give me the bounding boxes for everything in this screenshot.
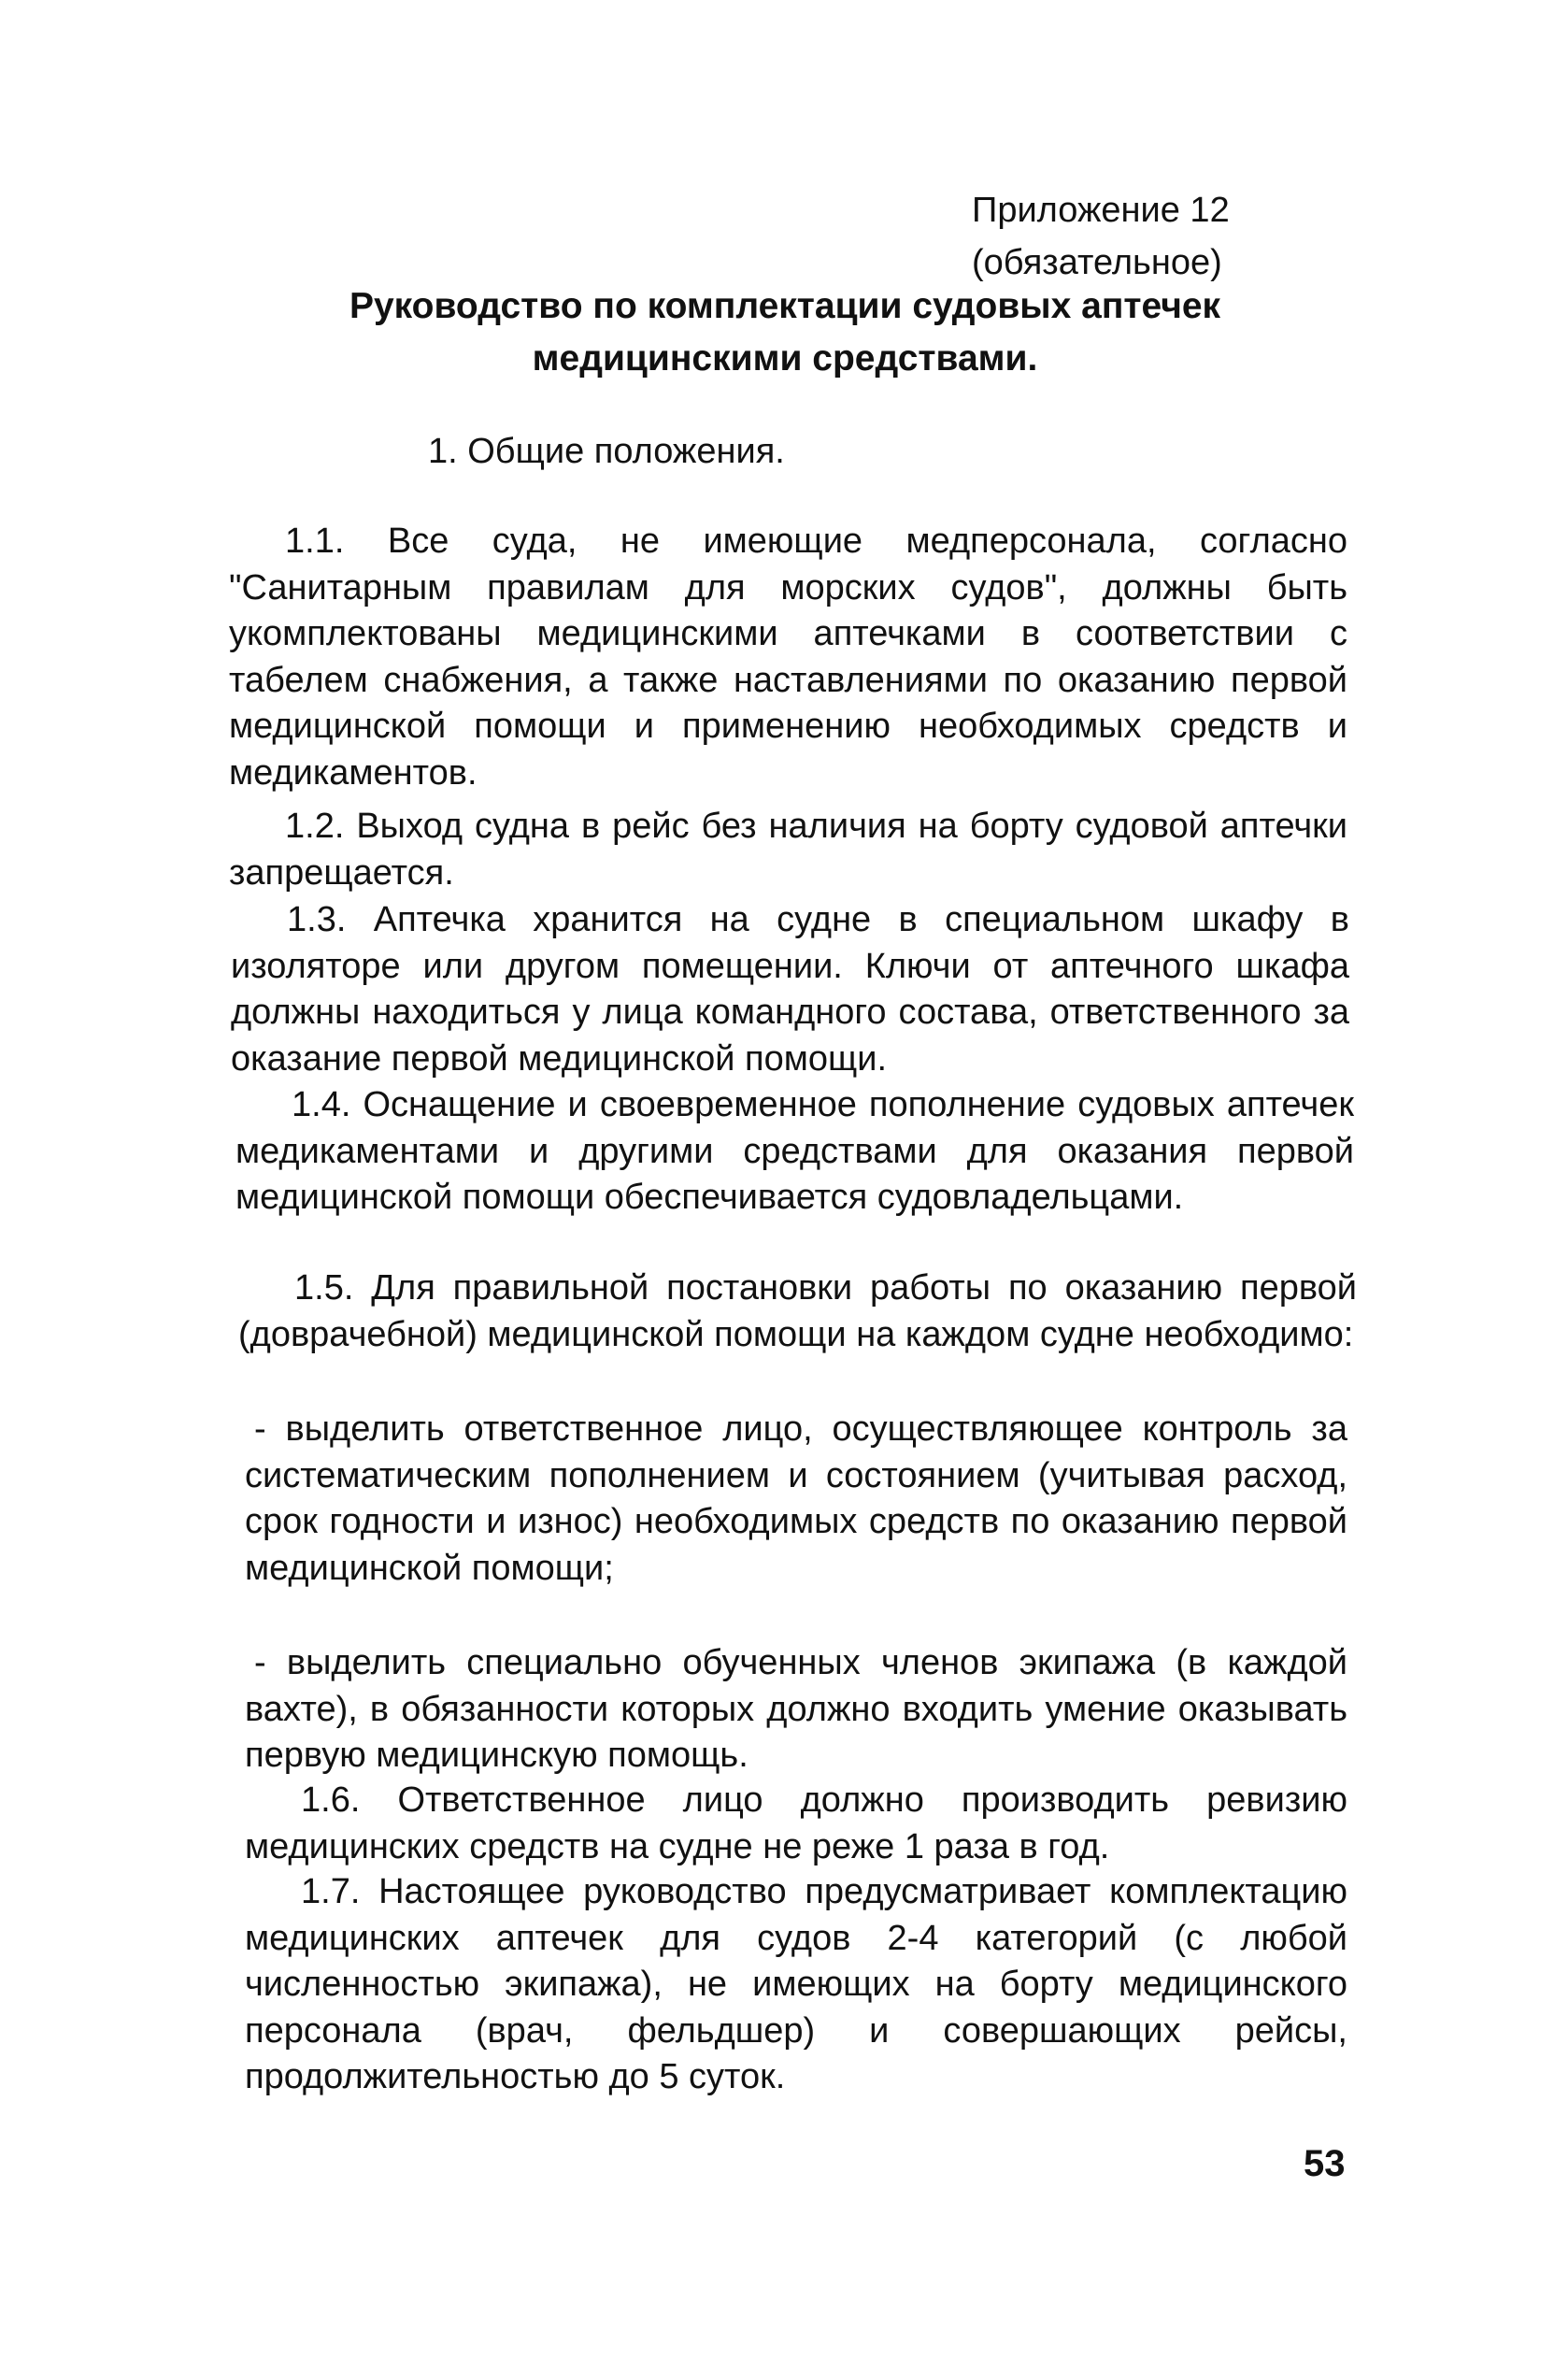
paragraph-1-2: 1.2. Выход судна в рейс без наличия на борту судовой аптечки запрещается. [229, 807, 1347, 893]
appendix-label: Приложение 12 [972, 191, 1230, 230]
paragraph-1-6: 1.6. Ответственное лицо должно производить ревизию медицинских средств на судне не реже 1 раза в год. [245, 1780, 1347, 1866]
section-heading: 1. Общие положения. [428, 432, 785, 471]
list-item-trained-crew: - выделить специально обученных членов экипажа (в каждой вахте), в обязанности которых должно входить умение оказывать первую медицинскую помощь. [245, 1643, 1347, 1775]
page-number: 53 [1304, 2143, 1346, 2184]
document-title-line-1: Руководство по комплектации судовых аптечек [349, 286, 1221, 326]
document-title-line-2: медицинскими средствами. [532, 338, 1038, 379]
list-item-responsible-person: - выделить ответственное лицо, осуществляющее контроль за систематическим пополнением и состоянием (учитывая расход, срок годности и износ) необходимых средств по оказанию первой медицинской помощи; [245, 1409, 1347, 1588]
paragraph-1-7: 1.7. Настоящее руководство предусматривает комплектацию медицинских аптечек для судов 2-4 категорий (с любой численностью экипажа), не имеющих на борту медицинского персонала (врач, фельдшер) и совершающих рейсы, продолжительностью до 5 суток. [245, 1872, 1347, 2096]
appendix-status: (обязательное) [972, 243, 1222, 282]
paragraph-1-4: 1.4. Оснащение и своевременное пополнение судовых аптечек медикаментами и другими средствами для оказания первой медицинской помощи обеспечивается судовладельцами. [235, 1085, 1354, 1217]
paragraph-1-5: 1.5. Для правильной постановки работы по оказанию первой (доврачебной) медицинской помощи на каждом судне необходимо: [238, 1268, 1357, 1354]
paragraph-1-1: 1.1. Все суда, не имеющие медперсонала, согласно "Санитарным правилам для морских судов", должны быть укомплектованы медицинскими аптечками в соответствии с табелем снабжения, а также наставлениями по оказанию первой медицинской помощи и применению необходимых средств и медикаментов. [229, 522, 1347, 793]
paragraph-1-3: 1.3. Аптечка хранится на судне в специальном шкафу в изоляторе или другом помещении. Ключи от аптечного шкафа должны находиться у лица командного состава, ответственного за оказание первой медицинской помощи. [231, 900, 1349, 1079]
